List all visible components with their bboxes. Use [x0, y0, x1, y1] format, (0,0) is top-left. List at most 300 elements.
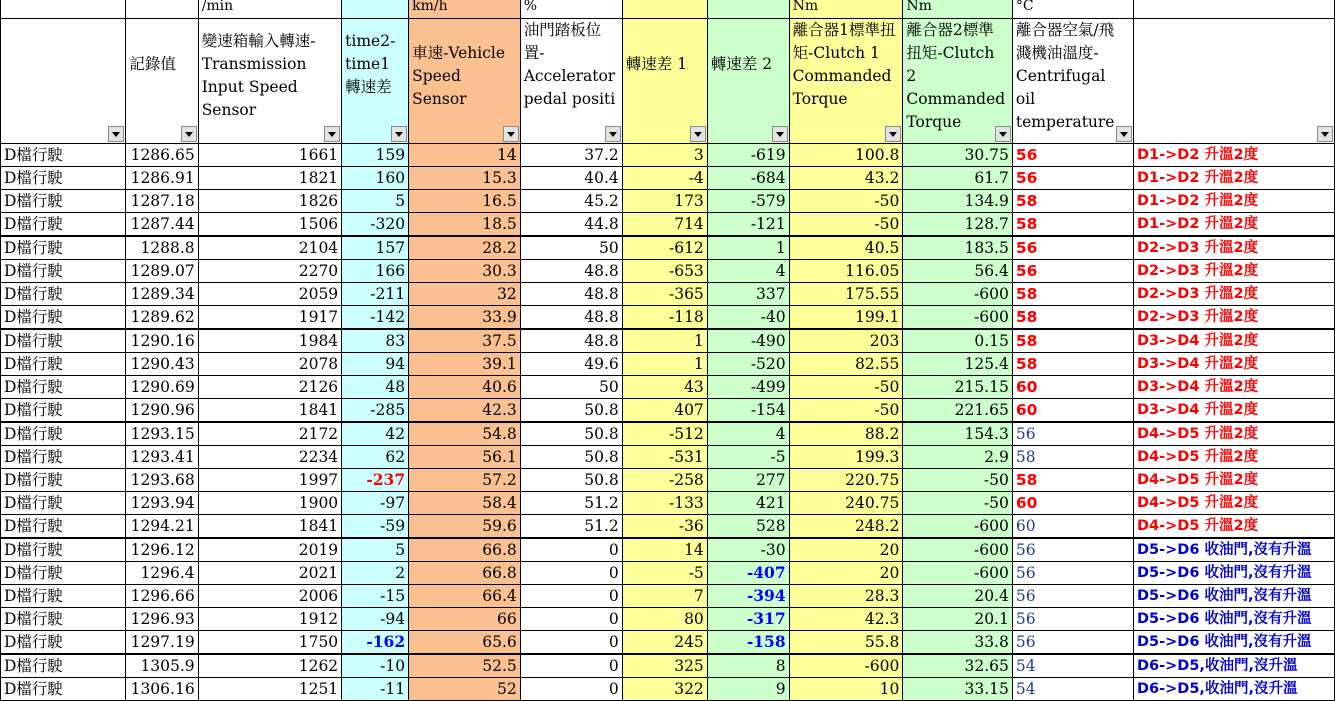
table-cell[interactable]: 199.1: [789, 306, 903, 330]
table-cell[interactable]: -15: [342, 585, 409, 608]
filter-dropdown-icon[interactable]: [324, 126, 340, 142]
table-cell[interactable]: 56: [1012, 167, 1133, 190]
table-cell[interactable]: 1841: [198, 399, 341, 423]
table-cell[interactable]: D檔行駛: [1, 562, 126, 585]
table-cell[interactable]: 10: [789, 678, 903, 701]
table-cell[interactable]: 1305.9: [126, 654, 198, 678]
table-cell[interactable]: D檔行駛: [1, 376, 126, 399]
table-cell[interactable]: 28.2: [409, 236, 521, 260]
table-cell[interactable]: 14: [409, 144, 521, 167]
table-cell[interactable]: D檔行駛: [1, 492, 126, 515]
table-cell[interactable]: 1287.18: [126, 190, 198, 213]
table-cell[interactable]: 8: [707, 654, 789, 678]
note-cell[interactable]: D5->D6 收油門,沒有升溫: [1134, 608, 1335, 631]
note-cell[interactable]: D2->D3 升溫2度: [1134, 283, 1335, 306]
note-cell[interactable]: D3->D4 升溫2度: [1134, 329, 1335, 353]
table-cell[interactable]: -600: [903, 283, 1012, 306]
table-cell[interactable]: 1262: [198, 654, 341, 678]
table-cell[interactable]: 56: [1012, 608, 1133, 631]
table-cell[interactable]: -121: [707, 213, 789, 237]
table-cell[interactable]: 157: [342, 236, 409, 260]
table-cell[interactable]: 4: [707, 260, 789, 283]
table-cell[interactable]: 528: [707, 515, 789, 539]
table-cell[interactable]: D檔行駛: [1, 515, 126, 539]
table-cell[interactable]: D檔行駛: [1, 399, 126, 423]
note-cell[interactable]: D4->D5 升溫2度: [1134, 515, 1335, 539]
table-cell[interactable]: 2059: [198, 283, 341, 306]
table-cell[interactable]: 1917: [198, 306, 341, 330]
table-cell[interactable]: 15.3: [409, 167, 521, 190]
table-cell[interactable]: 1251: [198, 678, 341, 701]
unit-cell[interactable]: [707, 0, 789, 19]
table-cell[interactable]: 1294.21: [126, 515, 198, 539]
table-cell[interactable]: 60: [1012, 492, 1133, 515]
table-cell[interactable]: 215.15: [903, 376, 1012, 399]
table-cell[interactable]: 1984: [198, 329, 341, 353]
table-cell[interactable]: 28.3: [789, 585, 903, 608]
table-cell[interactable]: 407: [622, 399, 707, 423]
table-cell[interactable]: 166: [342, 260, 409, 283]
unit-cell[interactable]: [126, 0, 198, 19]
unit-cell[interactable]: [1134, 0, 1335, 19]
table-cell[interactable]: -237: [342, 469, 409, 492]
table-cell[interactable]: 30.75: [903, 144, 1012, 167]
table-cell[interactable]: 42: [342, 422, 409, 446]
table-cell[interactable]: 56: [1012, 631, 1133, 655]
table-cell[interactable]: 58: [1012, 213, 1133, 237]
table-cell[interactable]: 2270: [198, 260, 341, 283]
table-cell[interactable]: D檔行駛: [1, 144, 126, 167]
table-cell[interactable]: 0: [520, 585, 622, 608]
table-cell[interactable]: 1296.12: [126, 538, 198, 562]
table-cell[interactable]: 1289.34: [126, 283, 198, 306]
table-cell[interactable]: 1296.93: [126, 608, 198, 631]
table-cell[interactable]: 183.5: [903, 236, 1012, 260]
table-cell[interactable]: 240.75: [789, 492, 903, 515]
note-cell[interactable]: D4->D5 升溫2度: [1134, 492, 1335, 515]
table-cell[interactable]: 1286.91: [126, 167, 198, 190]
table-cell[interactable]: -684: [707, 167, 789, 190]
table-cell[interactable]: 50: [520, 376, 622, 399]
table-cell[interactable]: 32: [409, 283, 521, 306]
table-cell[interactable]: 2104: [198, 236, 341, 260]
table-cell[interactable]: -285: [342, 399, 409, 423]
table-cell[interactable]: 54: [1012, 678, 1133, 701]
table-cell[interactable]: 1826: [198, 190, 341, 213]
table-cell[interactable]: 173: [622, 190, 707, 213]
table-cell[interactable]: -97: [342, 492, 409, 515]
note-cell[interactable]: D1->D2 升溫2度: [1134, 190, 1335, 213]
filter-dropdown-icon[interactable]: [995, 126, 1011, 142]
table-cell[interactable]: 94: [342, 353, 409, 376]
table-cell[interactable]: -600: [903, 306, 1012, 330]
table-cell[interactable]: 54.8: [409, 422, 521, 446]
table-cell[interactable]: -50: [789, 376, 903, 399]
table-cell[interactable]: 40.5: [789, 236, 903, 260]
note-cell[interactable]: D2->D3 升溫2度: [1134, 306, 1335, 330]
table-cell[interactable]: -653: [622, 260, 707, 283]
table-cell[interactable]: 421: [707, 492, 789, 515]
table-cell[interactable]: 48: [342, 376, 409, 399]
note-cell[interactable]: D5->D6 收油門,沒有升溫: [1134, 562, 1335, 585]
table-cell[interactable]: -30: [707, 538, 789, 562]
table-cell[interactable]: 60: [1012, 515, 1133, 539]
table-cell[interactable]: 1293.94: [126, 492, 198, 515]
table-cell[interactable]: -612: [622, 236, 707, 260]
table-cell[interactable]: -4: [622, 167, 707, 190]
table-cell[interactable]: 66: [409, 608, 521, 631]
table-cell[interactable]: D檔行駛: [1, 631, 126, 655]
table-cell[interactable]: 245: [622, 631, 707, 655]
table-cell[interactable]: -211: [342, 283, 409, 306]
table-cell[interactable]: -619: [707, 144, 789, 167]
table-cell[interactable]: -50: [903, 492, 1012, 515]
table-cell[interactable]: 48.8: [520, 306, 622, 330]
table-cell[interactable]: 1900: [198, 492, 341, 515]
table-cell[interactable]: -50: [789, 190, 903, 213]
filter-dropdown-icon[interactable]: [1317, 126, 1333, 142]
unit-cell[interactable]: km/h: [409, 0, 521, 19]
table-cell[interactable]: 51.2: [520, 492, 622, 515]
table-cell[interactable]: 50.8: [520, 446, 622, 469]
table-cell[interactable]: 18.5: [409, 213, 521, 237]
table-cell[interactable]: 45.2: [520, 190, 622, 213]
table-cell[interactable]: 16.5: [409, 190, 521, 213]
column-header[interactable]: [1134, 19, 1335, 144]
table-cell[interactable]: 56: [1012, 585, 1133, 608]
table-cell[interactable]: 52: [409, 678, 521, 701]
unit-cell[interactable]: [622, 0, 707, 19]
table-cell[interactable]: 50.8: [520, 469, 622, 492]
table-cell[interactable]: 42.3: [789, 608, 903, 631]
table-cell[interactable]: 100.8: [789, 144, 903, 167]
table-cell[interactable]: D檔行駛: [1, 190, 126, 213]
table-cell[interactable]: 128.7: [903, 213, 1012, 237]
table-cell[interactable]: D檔行駛: [1, 446, 126, 469]
column-header[interactable]: [622, 19, 707, 144]
table-cell[interactable]: -258: [622, 469, 707, 492]
note-cell[interactable]: D6->D5,收油門,沒升溫: [1134, 678, 1335, 701]
table-cell[interactable]: 42.3: [409, 399, 521, 423]
unit-cell[interactable]: Nm: [789, 0, 903, 19]
filter-dropdown-icon[interactable]: [391, 126, 407, 142]
table-cell[interactable]: 56.4: [903, 260, 1012, 283]
table-cell[interactable]: 43.2: [789, 167, 903, 190]
table-cell[interactable]: 1290.96: [126, 399, 198, 423]
table-cell[interactable]: 59.6: [409, 515, 521, 539]
filter-dropdown-icon[interactable]: [690, 126, 706, 142]
table-cell[interactable]: -320: [342, 213, 409, 237]
note-cell[interactable]: D4->D5 升溫2度: [1134, 422, 1335, 446]
table-cell[interactable]: 65.6: [409, 631, 521, 655]
table-cell[interactable]: 1293.15: [126, 422, 198, 446]
note-cell[interactable]: D4->D5 升溫2度: [1134, 469, 1335, 492]
table-cell[interactable]: 66.4: [409, 585, 521, 608]
table-cell[interactable]: 37.5: [409, 329, 521, 353]
unit-cell[interactable]: °C: [1012, 0, 1133, 19]
table-cell[interactable]: -50: [903, 469, 1012, 492]
table-cell[interactable]: 56: [1012, 236, 1133, 260]
table-cell[interactable]: 159: [342, 144, 409, 167]
table-cell[interactable]: 33.9: [409, 306, 521, 330]
note-cell[interactable]: D3->D4 升溫2度: [1134, 353, 1335, 376]
table-cell[interactable]: 0: [520, 678, 622, 701]
table-cell[interactable]: 51.2: [520, 515, 622, 539]
note-cell[interactable]: D5->D6 收油門,沒有升溫: [1134, 585, 1335, 608]
table-cell[interactable]: -162: [342, 631, 409, 655]
table-cell[interactable]: 61.7: [903, 167, 1012, 190]
filter-dropdown-icon[interactable]: [108, 126, 124, 142]
table-cell[interactable]: 2006: [198, 585, 341, 608]
table-cell[interactable]: -499: [707, 376, 789, 399]
table-cell[interactable]: 49.6: [520, 353, 622, 376]
table-cell[interactable]: 56: [1012, 562, 1133, 585]
table-cell[interactable]: -94: [342, 608, 409, 631]
note-cell[interactable]: D1->D2 升溫2度: [1134, 213, 1335, 237]
note-cell[interactable]: D5->D6 收油門,沒有升溫: [1134, 631, 1335, 655]
table-cell[interactable]: -394: [707, 585, 789, 608]
table-cell[interactable]: -118: [622, 306, 707, 330]
table-cell[interactable]: 1289.62: [126, 306, 198, 330]
table-cell[interactable]: 277: [707, 469, 789, 492]
table-cell[interactable]: D檔行駛: [1, 422, 126, 446]
table-cell[interactable]: 88.2: [789, 422, 903, 446]
table-cell[interactable]: D檔行駛: [1, 306, 126, 330]
table-cell[interactable]: 1997: [198, 469, 341, 492]
table-cell[interactable]: 1296.66: [126, 585, 198, 608]
table-cell[interactable]: 3: [622, 144, 707, 167]
table-cell[interactable]: 1286.65: [126, 144, 198, 167]
table-cell[interactable]: 56: [1012, 422, 1133, 446]
table-cell[interactable]: 44.8: [520, 213, 622, 237]
table-cell[interactable]: D檔行駛: [1, 260, 126, 283]
table-cell[interactable]: 58: [1012, 446, 1133, 469]
table-cell[interactable]: 9: [707, 678, 789, 701]
note-cell[interactable]: D3->D4 升溫2度: [1134, 376, 1335, 399]
table-cell[interactable]: -512: [622, 422, 707, 446]
table-cell[interactable]: -365: [622, 283, 707, 306]
table-cell[interactable]: 203: [789, 329, 903, 353]
table-cell[interactable]: 125.4: [903, 353, 1012, 376]
table-cell[interactable]: 154.3: [903, 422, 1012, 446]
table-cell[interactable]: 82.55: [789, 353, 903, 376]
table-cell[interactable]: -50: [789, 399, 903, 423]
table-cell[interactable]: 2.9: [903, 446, 1012, 469]
table-cell[interactable]: 33.8: [903, 631, 1012, 655]
unit-cell[interactable]: /min: [198, 0, 341, 19]
table-cell[interactable]: 1821: [198, 167, 341, 190]
table-cell[interactable]: 1288.8: [126, 236, 198, 260]
table-cell[interactable]: -600: [903, 562, 1012, 585]
unit-cell[interactable]: %: [520, 0, 622, 19]
table-cell[interactable]: -142: [342, 306, 409, 330]
table-cell[interactable]: 1293.68: [126, 469, 198, 492]
table-cell[interactable]: -133: [622, 492, 707, 515]
table-cell[interactable]: 83: [342, 329, 409, 353]
table-cell[interactable]: 325: [622, 654, 707, 678]
table-cell[interactable]: 33.15: [903, 678, 1012, 701]
note-cell[interactable]: D3->D4 升溫2度: [1134, 399, 1335, 423]
table-cell[interactable]: 1506: [198, 213, 341, 237]
table-cell[interactable]: -600: [903, 538, 1012, 562]
unit-cell[interactable]: [1, 0, 126, 19]
table-cell[interactable]: 5: [342, 190, 409, 213]
table-cell[interactable]: 7: [622, 585, 707, 608]
table-cell[interactable]: 1287.44: [126, 213, 198, 237]
table-cell[interactable]: 32.65: [903, 654, 1012, 678]
table-cell[interactable]: 714: [622, 213, 707, 237]
note-cell[interactable]: D1->D2 升溫2度: [1134, 144, 1335, 167]
filter-dropdown-icon[interactable]: [181, 126, 197, 142]
table-cell[interactable]: 40.6: [409, 376, 521, 399]
table-cell[interactable]: 0: [520, 538, 622, 562]
table-cell[interactable]: D檔行駛: [1, 654, 126, 678]
table-cell[interactable]: 43: [622, 376, 707, 399]
table-cell[interactable]: -520: [707, 353, 789, 376]
table-cell[interactable]: -40: [707, 306, 789, 330]
column-header[interactable]: [126, 19, 198, 144]
table-cell[interactable]: -5: [707, 446, 789, 469]
table-cell[interactable]: -579: [707, 190, 789, 213]
filter-dropdown-icon[interactable]: [772, 126, 788, 142]
table-cell[interactable]: -59: [342, 515, 409, 539]
table-cell[interactable]: 56: [1012, 260, 1133, 283]
table-cell[interactable]: 221.65: [903, 399, 1012, 423]
table-cell[interactable]: 134.9: [903, 190, 1012, 213]
table-cell[interactable]: -531: [622, 446, 707, 469]
table-cell[interactable]: 50.8: [520, 422, 622, 446]
table-cell[interactable]: 1306.16: [126, 678, 198, 701]
filter-dropdown-icon[interactable]: [503, 126, 519, 142]
table-cell[interactable]: 2021: [198, 562, 341, 585]
column-header[interactable]: [1012, 19, 1133, 144]
table-cell[interactable]: 14: [622, 538, 707, 562]
column-header[interactable]: [1, 19, 126, 144]
column-header[interactable]: [903, 19, 1012, 144]
table-cell[interactable]: -317: [707, 608, 789, 631]
table-cell[interactable]: 20: [789, 538, 903, 562]
table-cell[interactable]: 2172: [198, 422, 341, 446]
table-cell[interactable]: 58.4: [409, 492, 521, 515]
table-cell[interactable]: 1912: [198, 608, 341, 631]
table-cell[interactable]: D檔行駛: [1, 538, 126, 562]
table-cell[interactable]: 20: [789, 562, 903, 585]
filter-dropdown-icon[interactable]: [605, 126, 621, 142]
filter-dropdown-icon[interactable]: [1116, 126, 1132, 142]
table-cell[interactable]: 57.2: [409, 469, 521, 492]
table-cell[interactable]: 66.8: [409, 538, 521, 562]
table-cell[interactable]: 0: [520, 562, 622, 585]
table-cell[interactable]: 37.2: [520, 144, 622, 167]
note-cell[interactable]: D6->D5,收油門,沒升溫: [1134, 654, 1335, 678]
table-cell[interactable]: 58: [1012, 353, 1133, 376]
table-cell[interactable]: 50.8: [520, 399, 622, 423]
table-cell[interactable]: 60: [1012, 399, 1133, 423]
table-cell[interactable]: 1290.69: [126, 376, 198, 399]
table-cell[interactable]: -11: [342, 678, 409, 701]
note-cell[interactable]: D1->D2 升溫2度: [1134, 167, 1335, 190]
table-cell[interactable]: 66.8: [409, 562, 521, 585]
table-cell[interactable]: 322: [622, 678, 707, 701]
table-cell[interactable]: 62: [342, 446, 409, 469]
table-cell[interactable]: 116.05: [789, 260, 903, 283]
table-cell[interactable]: 80: [622, 608, 707, 631]
table-cell[interactable]: 58: [1012, 329, 1133, 353]
table-cell[interactable]: 175.55: [789, 283, 903, 306]
table-cell[interactable]: D檔行駛: [1, 353, 126, 376]
table-cell[interactable]: 160: [342, 167, 409, 190]
table-cell[interactable]: 0: [520, 631, 622, 655]
table-cell[interactable]: D檔行駛: [1, 469, 126, 492]
table-cell[interactable]: 0: [520, 608, 622, 631]
table-cell[interactable]: 55.8: [789, 631, 903, 655]
table-cell[interactable]: 58: [1012, 306, 1133, 330]
table-cell[interactable]: 5: [342, 538, 409, 562]
table-cell[interactable]: 1661: [198, 144, 341, 167]
table-cell[interactable]: -5: [622, 562, 707, 585]
table-cell[interactable]: D檔行駛: [1, 329, 126, 353]
note-cell[interactable]: D4->D5 升溫2度: [1134, 446, 1335, 469]
table-cell[interactable]: 1: [707, 236, 789, 260]
table-cell[interactable]: 2019: [198, 538, 341, 562]
filter-dropdown-icon[interactable]: [885, 126, 901, 142]
table-cell[interactable]: -490: [707, 329, 789, 353]
unit-cell[interactable]: Nm: [903, 0, 1012, 19]
column-header[interactable]: [520, 19, 622, 144]
table-cell[interactable]: 1296.4: [126, 562, 198, 585]
table-cell[interactable]: 56: [1012, 144, 1133, 167]
table-cell[interactable]: -158: [707, 631, 789, 655]
column-header[interactable]: [707, 19, 789, 144]
table-cell[interactable]: 248.2: [789, 515, 903, 539]
table-cell[interactable]: -407: [707, 562, 789, 585]
column-header[interactable]: [409, 19, 521, 144]
table-cell[interactable]: 40.4: [520, 167, 622, 190]
table-cell[interactable]: 0: [520, 654, 622, 678]
table-cell[interactable]: D檔行駛: [1, 585, 126, 608]
column-header[interactable]: [342, 19, 409, 144]
table-cell[interactable]: D檔行駛: [1, 167, 126, 190]
table-cell[interactable]: D檔行駛: [1, 236, 126, 260]
table-cell[interactable]: 1841: [198, 515, 341, 539]
table-cell[interactable]: 48.8: [520, 329, 622, 353]
table-cell[interactable]: 1290.16: [126, 329, 198, 353]
table-cell[interactable]: 2: [342, 562, 409, 585]
table-cell[interactable]: 220.75: [789, 469, 903, 492]
column-header[interactable]: [789, 19, 903, 144]
table-cell[interactable]: 58: [1012, 190, 1133, 213]
table-cell[interactable]: 1: [622, 353, 707, 376]
table-cell[interactable]: D檔行駛: [1, 213, 126, 237]
table-cell[interactable]: 20.1: [903, 608, 1012, 631]
table-cell[interactable]: D檔行駛: [1, 678, 126, 701]
table-cell[interactable]: -50: [789, 213, 903, 237]
table-cell[interactable]: 50: [520, 236, 622, 260]
table-cell[interactable]: 2126: [198, 376, 341, 399]
table-cell[interactable]: 1: [622, 329, 707, 353]
table-cell[interactable]: -154: [707, 399, 789, 423]
table-cell[interactable]: 337: [707, 283, 789, 306]
note-cell[interactable]: D2->D3 升溫2度: [1134, 260, 1335, 283]
note-cell[interactable]: D5->D6 收油門,沒有升溫: [1134, 538, 1335, 562]
table-cell[interactable]: 1290.43: [126, 353, 198, 376]
table-cell[interactable]: 48.8: [520, 260, 622, 283]
table-cell[interactable]: 39.1: [409, 353, 521, 376]
table-cell[interactable]: 1289.07: [126, 260, 198, 283]
table-cell[interactable]: 30.3: [409, 260, 521, 283]
table-cell[interactable]: 54: [1012, 654, 1133, 678]
table-cell[interactable]: 2078: [198, 353, 341, 376]
